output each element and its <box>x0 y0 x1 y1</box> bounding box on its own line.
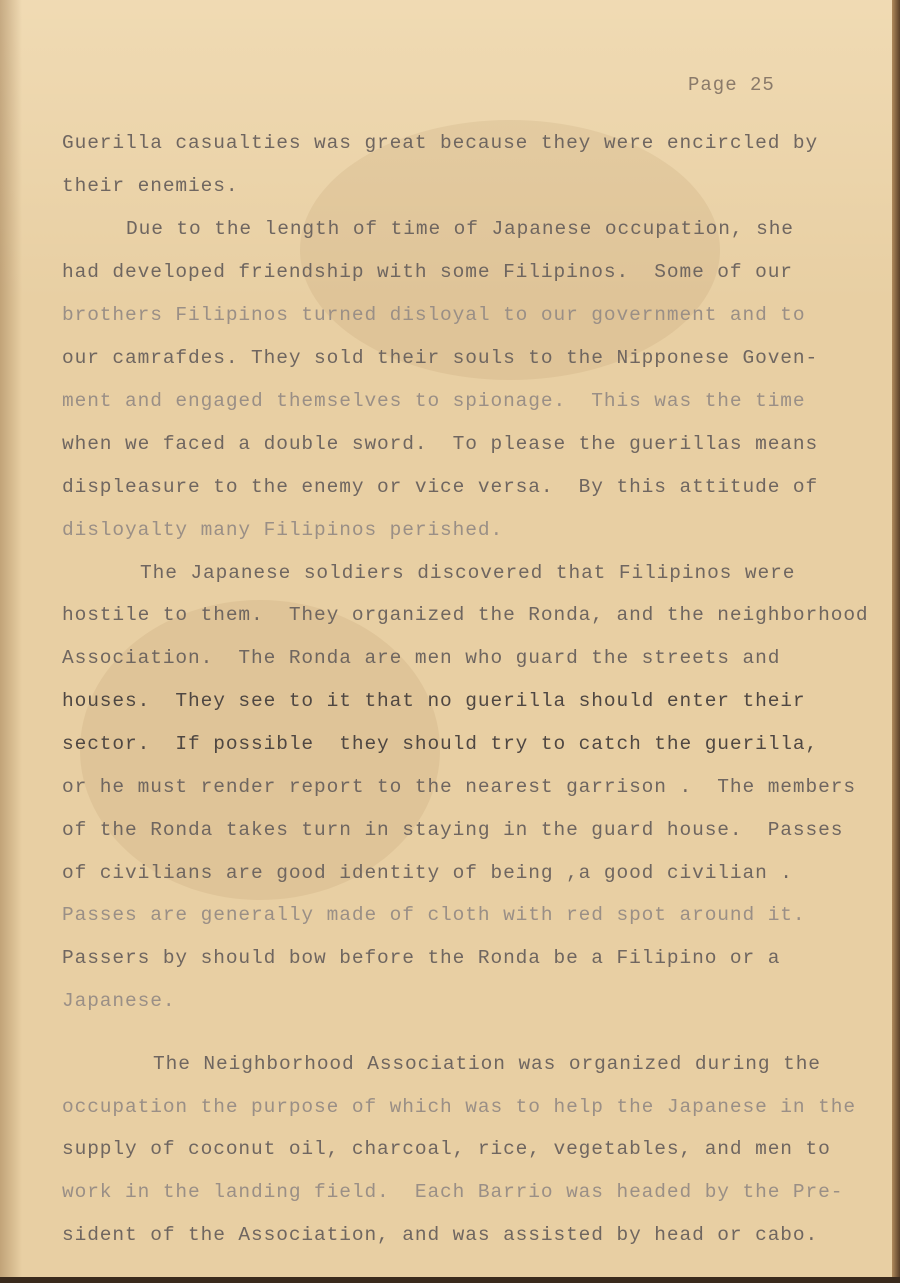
text-line: had developed friendship with some Filipinos. Some of our <box>62 261 793 283</box>
background-strip <box>0 1277 900 1283</box>
text-line: of civilians are good identity of being ,a good civilian . <box>62 862 793 884</box>
paper-stain <box>300 120 720 380</box>
text-line: Japanese. <box>62 990 176 1012</box>
text-line: Association. The Ronda are men who guard the streets and <box>62 647 781 669</box>
text-line: our camrafdes. They sold their souls to the Nipponese Goven- <box>62 347 819 369</box>
text-line: or he must render report to the nearest garrison . The members <box>62 776 856 798</box>
text-line: occupation the purpose of which was to help the Japanese in the <box>62 1096 856 1118</box>
text-line: brothers Filipinos turned disloyal to our government and to <box>62 304 806 326</box>
text-line: sector. If possible they should try to catch the guerilla, <box>62 733 819 755</box>
text-line: Passers by should bow before the Ronda be a Filipino or a <box>62 947 781 969</box>
text-line: houses. They see to it that no guerilla should enter their <box>62 690 806 712</box>
text-line: their enemies. <box>62 175 239 197</box>
text-line: of the Ronda takes turn in staying in the guard house. Passes <box>62 819 844 841</box>
text-line: supply of coconut oil, charcoal, rice, vegetables, and men to <box>62 1138 831 1160</box>
text-line: The Japanese soldiers discovered that Filipinos were <box>140 562 808 584</box>
text-line: displeasure to the enemy or vice versa. By this attitude of <box>62 476 819 498</box>
text-line: work in the landing field. Each Barrio was headed by the Pre- <box>62 1181 844 1203</box>
text-line: disloyalty many Filipinos perished. <box>62 519 504 541</box>
text-line: Guerilla casualties was great because they were encircled by <box>62 132 819 154</box>
page-edge <box>892 0 900 1283</box>
text-line: sident of the Association, and was assisted by head or cabo. <box>62 1224 819 1246</box>
text-line: hostile to them. They organized the Ronda, and the neighborhood <box>62 604 869 626</box>
page-number: Page 25 <box>688 74 775 96</box>
text-line: Passes are generally made of cloth with red spot around it. <box>62 904 806 926</box>
text-line: ment and engaged themselves to spionage. This was the time <box>62 390 806 412</box>
text-line: Due to the length of time of Japanese occupation, she <box>126 218 794 240</box>
text-line: The Neighborhood Association was organized during the <box>153 1053 821 1075</box>
text-line: when we faced a double sword. To please the guerillas means <box>62 433 819 455</box>
